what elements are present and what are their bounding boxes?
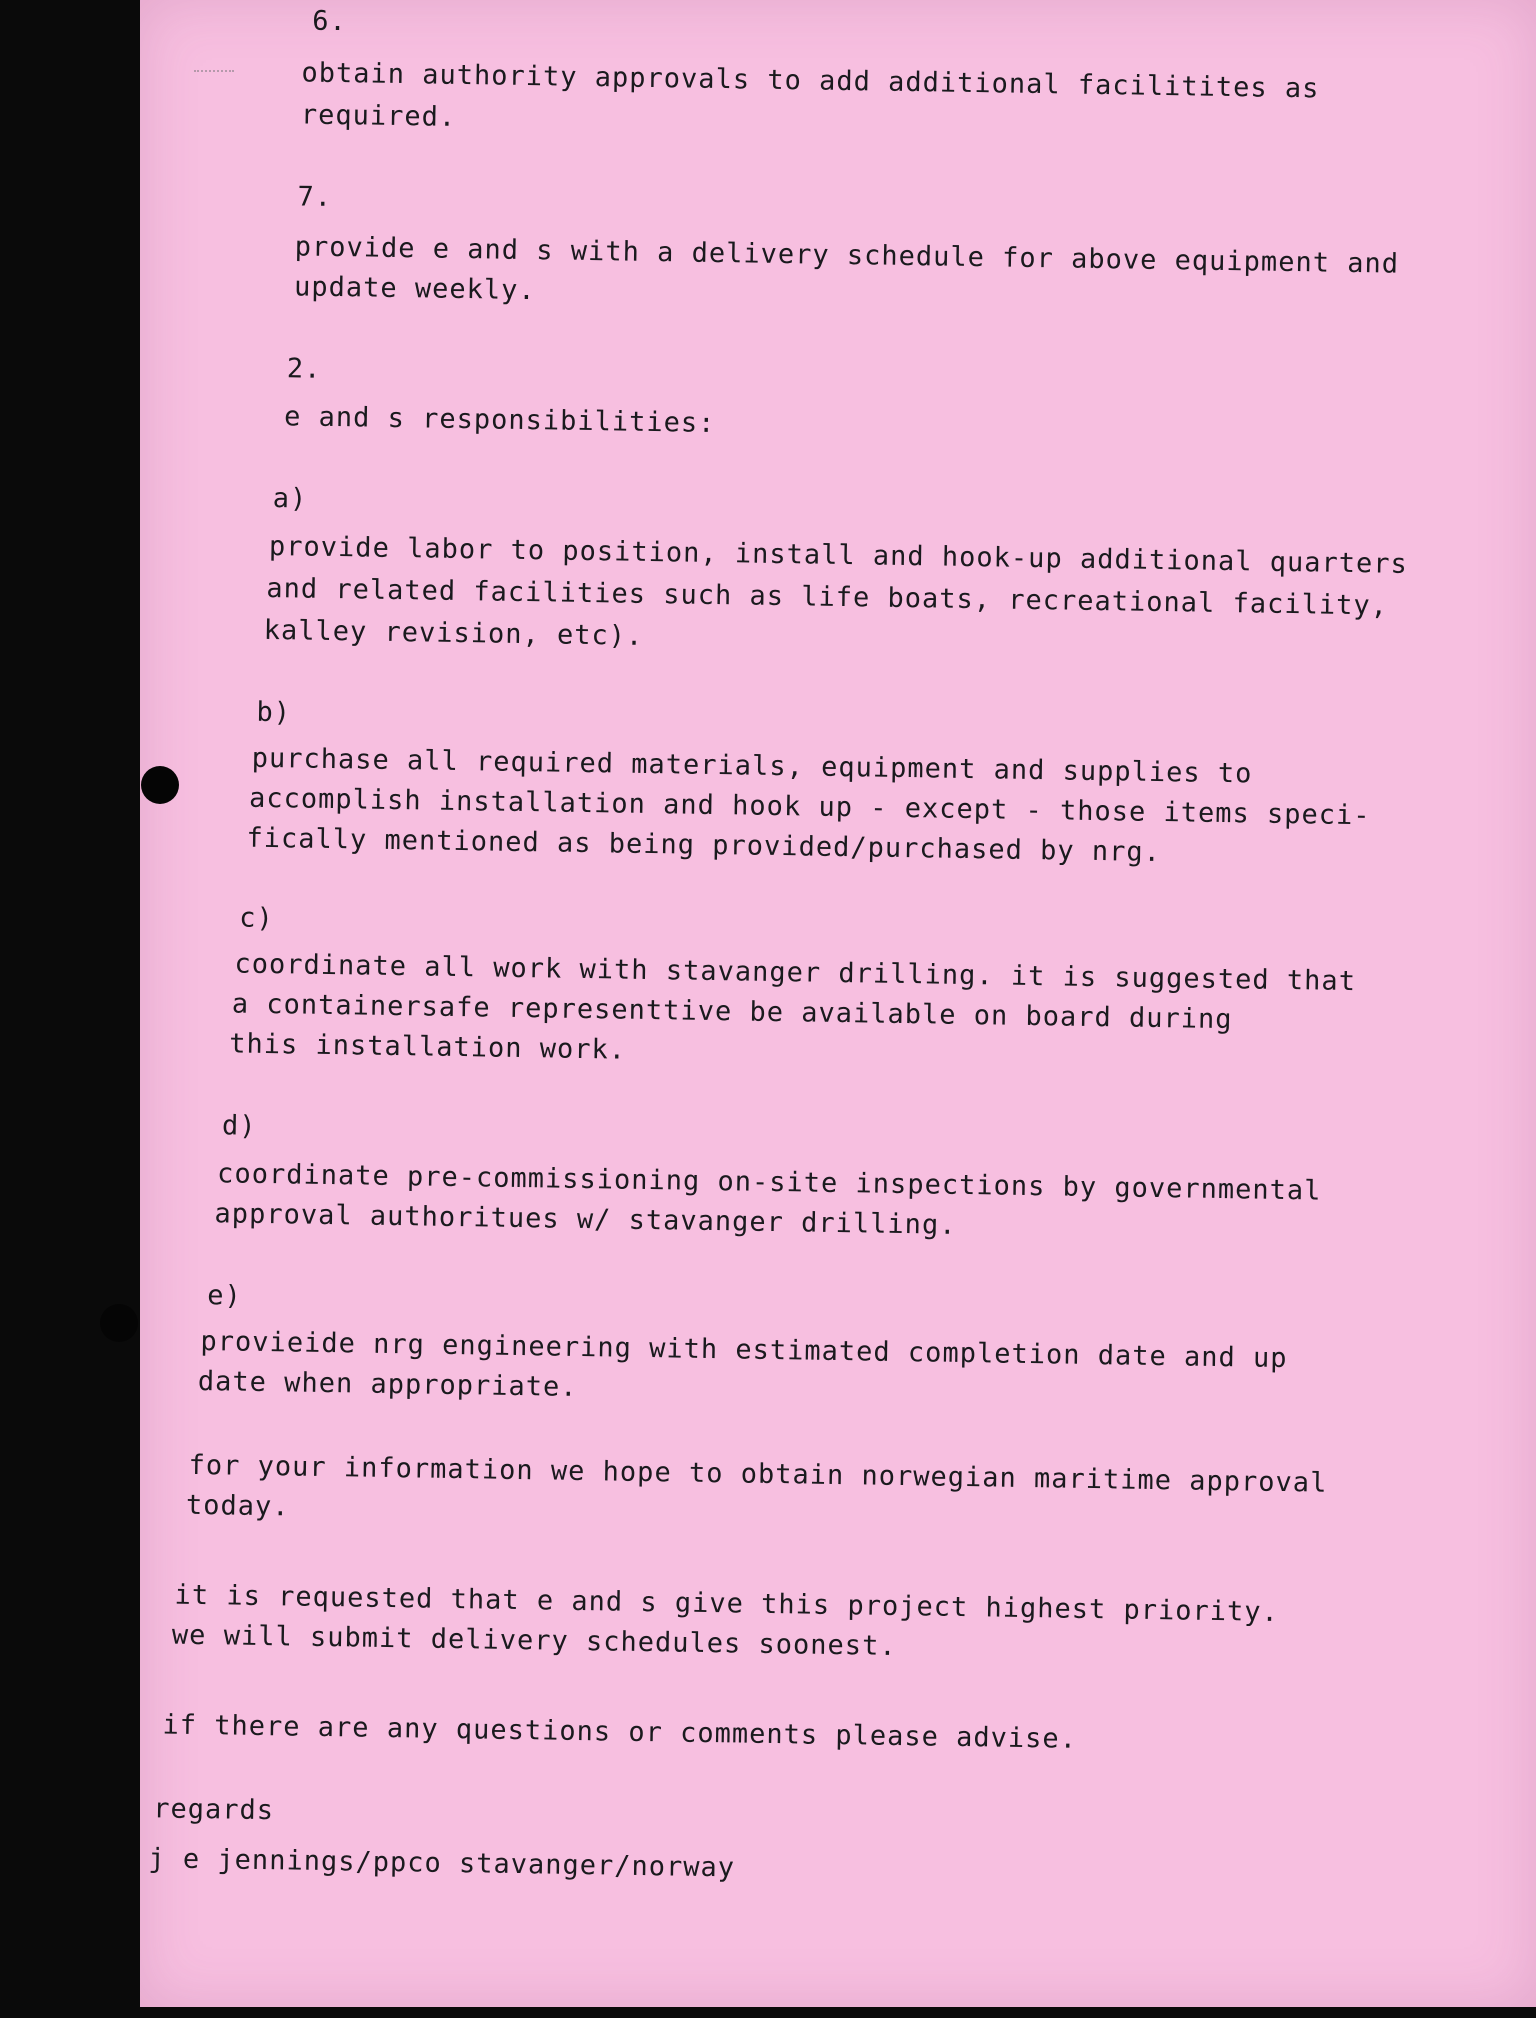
- item-e-line-1: provieide nrg engineering with estimated completion date and up: [200, 1326, 1288, 1375]
- info-line-1: for your information we hope to obtain norwegian maritime approval: [188, 1449, 1328, 1499]
- item-c-line-1: coordinate all work with stavanger drilling. it is suggested that: [234, 948, 1357, 998]
- item-b-line-3: fically mentioned as being provided/purchased by nrg.: [246, 822, 1162, 869]
- item-b-line-2: accomplish installation and hook up - except - those items speci-: [248, 782, 1371, 832]
- questions-line: if there are any questions or comments please advise.: [162, 1709, 1078, 1755]
- item-d-line-2: approval authoritues w/ stavanger drilling.: [214, 1198, 957, 1241]
- item-c-label: c): [238, 902, 274, 935]
- item-b-line-1: purchase all required materials, equipment and supplies to: [251, 742, 1253, 790]
- closing-regards: regards: [152, 1793, 275, 1827]
- request-line-2: we will submit delivery schedules soonest.: [171, 1619, 897, 1662]
- item-a-line-2: and related facilities such as life boats, recreational facility,: [266, 572, 1389, 622]
- item-a-label: a): [272, 483, 308, 515]
- section2-label: 2.: [286, 353, 322, 385]
- document-page: [140, 0, 1536, 2007]
- signature-line: j e jennings/ppco stavanger/norway: [148, 1843, 736, 1884]
- request-line-1: it is requested that e and s give this project highest priority.: [174, 1579, 1280, 1628]
- section2-heading: e and s responsibilities:: [283, 401, 716, 439]
- item-e-line-2: date when appropriate.: [197, 1365, 578, 1403]
- typed-text-block: [124, 0, 1536, 2018]
- punch-hole-bottom: [100, 1304, 138, 1342]
- item7-line-1: provide e and s with a delivery schedule for above equipment and: [294, 231, 1400, 280]
- page-number: 6.: [312, 5, 348, 38]
- item6-line-1: obtain authority approvals to add additional facilitites as: [301, 57, 1320, 105]
- item-e-label: e): [207, 1280, 243, 1312]
- item-c-line-2: a containersafe representtive be available on board during: [231, 988, 1233, 1036]
- item-b-label: b): [256, 696, 292, 729]
- item-a-line-3: kalley revision, etc).: [263, 614, 644, 652]
- item7-line-2: update weekly.: [293, 271, 536, 307]
- item-a-line-1: provide labor to position, install and hook-up additional quarters: [268, 530, 1409, 580]
- item-d-label: d): [221, 1110, 257, 1142]
- item-d-line-1: coordinate pre-commissioning on-site inspections by governmental: [216, 1158, 1322, 1207]
- item-c-line-3: this installation work.: [228, 1028, 627, 1066]
- info-line-2: today.: [185, 1489, 290, 1523]
- item6-line-2: required.: [300, 99, 457, 133]
- item7-label: 7.: [297, 181, 333, 213]
